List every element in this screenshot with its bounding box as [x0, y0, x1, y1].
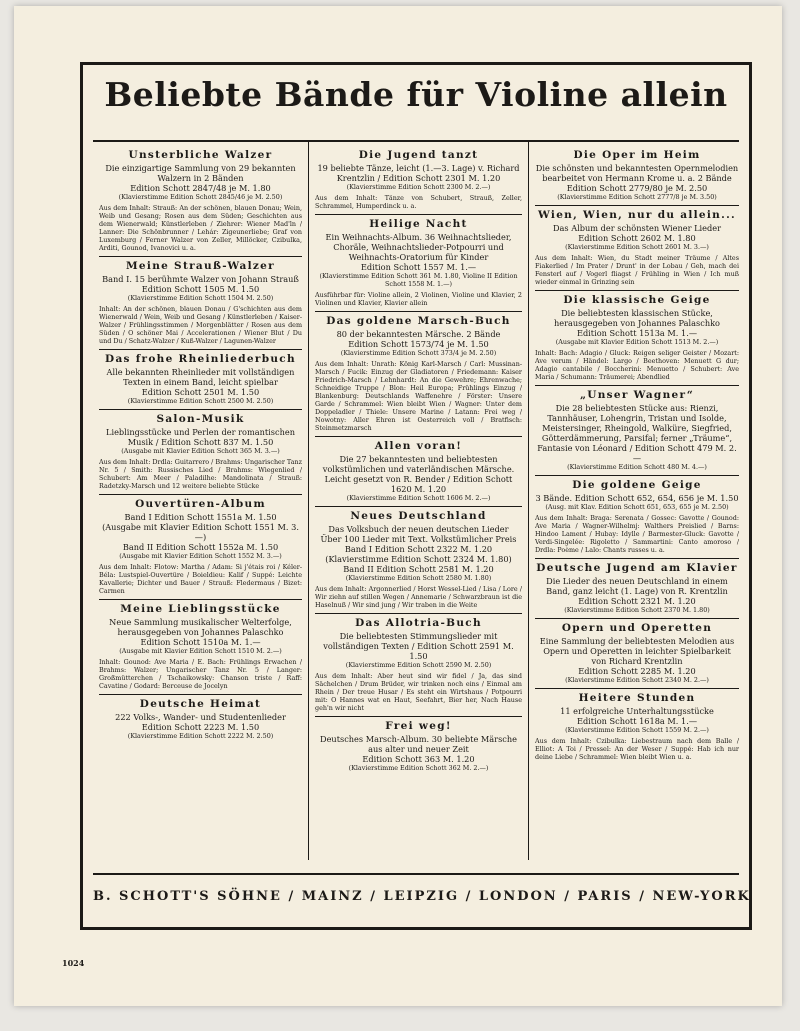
entry-piano-edition: (Klavierstimme Edition Schott 2340 M. 2.—): [565, 676, 709, 684]
entry-description: Die 27 bekanntesten und beliebtesten volkstümlichen und vaterländischen Märsche. Leicht gesetzt von R. Bender / Edition Schott 1620 M. 1.20: [322, 454, 515, 494]
catalog-entry: [535, 476, 739, 559]
entry-piano-edition: (Ausgabe mit Klavier Edition Schott 1552 M. 3.—): [119, 552, 282, 560]
catalog-entry: [99, 350, 302, 410]
catalog-entry: [535, 146, 739, 206]
entry-title: Neues Deutschland: [350, 510, 487, 522]
catalog-columns: [93, 140, 739, 860]
entry-contents: Ausführbar für: Violine allein, 2 Violinen, Violine und Klavier, 2 Violinen und Klavier, Klavier allein: [315, 291, 522, 307]
entry-description: 3 Bände. Edition Schott 652, 654, 656 je M. 1.50: [535, 493, 739, 503]
catalog-entry: [315, 717, 522, 776]
entry-piano-edition: (Ausgabe mit Klavier Edition Schott 365 M. 3.—): [121, 447, 280, 455]
entry-contents: Aus dem Inhalt: Strauß: An der schönen, blauen Donau; Wein, Weib und Gesang; Rosen aus dem Süden; Geschichten aus dem Wienerwald; Künstlerleben / Ziehrer: Wiener Mad'ln / Lanner: Die Schönbrunner / Lehár: Zigeunerliebe; Graf von Luxemburg / Ferner Walzer von Zeller, Millöcker, Czibulka, Arditi, Gounod, Ivanovici u. a.: [99, 204, 302, 252]
catalog-entry: [535, 206, 739, 291]
entry-title: Das Allotria-Buch: [355, 617, 482, 629]
entry-piano-edition: (Klavierstimme Edition Schott 2590 M. 2.50): [345, 661, 492, 669]
catalog-entry: [315, 312, 522, 437]
entry-description: Band I Edition Schott 1551a M. 1.50 (Ausgabe mit Klavier Edition Schott 1551 M. 3.—) Band II Edition Schott 1552a M. 1.50: [102, 512, 299, 552]
entry-title: Heilige Nacht: [369, 218, 468, 230]
catalog-entry: [535, 559, 739, 619]
advertisement-frame: [80, 62, 752, 930]
entry-description: Die beliebtesten Stimmungslieder mit vollständigen Texten / Edition Schott 2591 M. 1.50: [323, 631, 514, 661]
entry-contents: Aus dem Inhalt: Unrath: König Karl-Marsch / Carl: Mussinan-Marsch / Fucik: Einzug der Gladiatoren / Friedemann: Kaiser Friedrich-Marsch / Lehnhardt: An die Gewehre; Ehrenwache; Schneidige Truppe / Blon: Heil Europa; Frühlings Einzug / Blankenburg: Deutschlands Waffenehre / Förster: Unsere Garde / Schrammel: Wien bleibt Wien / Wagner: Unter dem Doppeladler / Thiele: Unsere Marine / Latann: Frei weg / Nowotny: Aller Ehren ist Oesterreich voll / Bratfisch: Steinmetzmarsch: [315, 360, 522, 432]
entry-piano-edition: (Ausgabe mit Klavier Edition Schott 1513 M. 2.—): [555, 338, 719, 346]
entry-contents: Aus dem Inhalt: Wien, du Stadt meiner Träume / Altes Fiakerlied / Im Prater / Drunt' in der Lobau / Geh, mach dei Fensterl auf / Vogerl fliagst / Frühling in Wien / Ich muß wieder einmal in Grinzing sein: [535, 254, 739, 286]
entry-title: Allen voran!: [374, 440, 463, 452]
entry-title: Meine Lieblingsstücke: [120, 603, 281, 615]
entry-contents: Aus dem Inhalt: Argonnerlied / Horst Wessel-Lied / Lisa / Lore / Wir ziehn auf stillen Wegen / Annemarie / Schwarzbraun ist die Haselnuß / Wir sind jung / Wir traben in die Weite: [315, 585, 522, 609]
entry-title: Wien, Wien, nur du allein...: [538, 209, 736, 221]
entry-title: Salon-Musik: [156, 413, 245, 425]
entry-description: Die 28 beliebtesten Stücke aus: Rienzi, Tannhäuser, Lohengrin, Tristan und Isolde, Meistersinger, Rheingold, Walküre, Siegfried, Götterdämmerung, Parsifal; ferner „Träume“, Fantasie von Léonard / Edition Schott 479 M. 2.—: [537, 403, 737, 463]
entry-title: Die Oper im Heim: [573, 149, 701, 161]
entry-piano-edition: (Klavierstimme Edition Schott 2845/46 je M. 2.50): [118, 193, 283, 201]
entry-piano-edition: (Klavierstimme Edition Schott 2300 M. 2.—): [346, 183, 491, 191]
entry-title: „Unser Wagner“: [579, 389, 695, 401]
page-sheet: [14, 6, 782, 1006]
entry-contents: Inhalt: An der schönen, blauen Donau / G'schichten aus dem Wienerwald / Wein, Weib und Gesang / Künstlerleben / Kaiser-Walzer / Frühlingsstimmen / Morgenblätter / Rosen aus dem Süden / O schöner Mai / Accelerationen / Wiener Blut / Du und Du / Schatz-Walzer / Kuß-Walzer / Lagunen-Walzer: [99, 305, 302, 345]
entry-description: Die Lieder des neuen Deutschland in einem Band, ganz leicht (1. Lage) von R. Krentzlin Edition Schott 2321 M. 1.20: [546, 576, 728, 606]
entry-title: Die goldene Geige: [572, 479, 702, 491]
catalog-entry: [315, 215, 522, 312]
entry-piano-edition: (Ausgabe mit Klavier Edition Schott 1510 M. 2.—): [119, 647, 282, 655]
entry-piano-edition: (Klavierstimme Edition Schott 480 M. 4.—): [567, 463, 707, 471]
entry-description: Das Volksbuch der neuen deutschen Lieder Über 100 Lieder mit Text. Volkstümlicher Preis Band I Edition Schott 2322 M. 1.20 (Klavierstimme Edition Schott 2324 M. 1.80) Band II Edition Schott 2581 M. 1.20: [320, 524, 517, 574]
catalog-entry: [315, 437, 522, 507]
entry-title: Ouvertüren-Album: [135, 498, 266, 510]
entry-description: Das Album der schönsten Wiener Lieder Edition Schott 2602 M. 1.80: [552, 223, 721, 243]
catalog-entry: [315, 507, 522, 614]
entry-title: Die klassische Geige: [563, 294, 711, 306]
column-middle: [309, 142, 529, 860]
entry-piano-edition: (Klavierstimme Edition Schott 361 M. 1.80, Violine II Edition Schott 1558 M. 1.—): [319, 272, 518, 288]
entry-contents: Aus dem Inhalt: Czibulka: Liebestraum nach dem Balle / Elliot: A Toi / Pressel: An der Weser / Suppé: Hab ich nur deine Liebe / Schrammel: Wien bleibt Wien u. a.: [535, 737, 739, 761]
entry-piano-edition: (Klavierstimme Edition Schott 2222 M. 2.50): [127, 732, 274, 740]
entry-piano-edition: (Klavierstimme Edition Schott 373/4 je M. 2.50): [340, 349, 497, 357]
entry-contents: Aus dem Inhalt: Tänze von Schubert, Strauß, Zeller, Schrammel, Humperdinck u. a.: [315, 194, 522, 210]
entry-title: Das goldene Marsch-Buch: [326, 315, 511, 327]
catalog-entry: [99, 600, 302, 695]
entry-description: Alle bekannten Rheinlieder mit vollständigen Texten in einem Band, leicht spielbar Edition Schott 2501 M. 1.50: [106, 367, 295, 397]
entry-description: Die einzigartige Sammlung von 29 bekannten Walzern in 2 Bänden Edition Schott 2847/48 je M. 1.80: [105, 163, 296, 193]
publisher-footer: B. SCHOTT'S SÖHNE / MAINZ / LEIPZIG / LONDON / PARIS / NEW-YORK: [93, 873, 739, 919]
catalog-entry: [99, 695, 302, 744]
entry-contents: Aus dem Inhalt: Flotow: Martha / Adam: Si j'étais roi / Kéler-Béla: Lustspiel-Ouvertüre / Boieldieu: Kalif / Suppé: Leichte Kavallerie; Dichter und Bauer / Strauß: Fledermaus / Bizet: Carmen: [99, 563, 302, 595]
entry-contents: Aus dem Inhalt: Aber heut sind wir fidel / Ja, das sind Sächelchen / Drum Brüder, wir trinken noch eins / Einmal am Rhein / Der treue Husar / Es steht ein Wirtshaus / Potpourri mit: O Hannes wat en Haut, Seefahrt, Bier her, Nach Hause geh'n wir nicht: [315, 672, 522, 712]
entry-title: Unsterbliche Walzer: [128, 149, 273, 161]
entry-piano-edition: (Klavierstimme Edition Schott 2777/8 je M. 3.50): [557, 193, 717, 201]
entry-contents: Inhalt: Gounod: Ave Maria / E. Bach: Frühlings Erwachen / Brahms: Walzer; Ungarischer Tanz Nr. 5 / Langer: Großmütterchen / Tschaikowsky: Chanson triste / Raff: Cavatine / Godard: Berceuse de Jocelyn: [99, 658, 302, 690]
entry-description: Band I. 15 berühmte Walzer von Johann Strauß Edition Schott 1505 M. 1.50: [102, 274, 299, 294]
entry-contents: Aus dem Inhalt: Drdla: Guitarrero / Brahms: Ungarischer Tanz Nr. 5 / Smith: Russisches Lied / Brahms: Wiegenlied / Schubert: Am Meer / Paladilhe: Mandolinata / Strauß: Radetzky-Marsch und 12 weitere beliebte Stücke: [99, 458, 302, 490]
entry-title: Deutsche Heimat: [139, 698, 262, 710]
page-number: 1024: [62, 958, 85, 968]
entry-title: Frei weg!: [385, 720, 452, 732]
entry-description: 11 erfolgreiche Unterhaltungsstücke Edition Schott 1618a M. 1.—: [560, 706, 714, 726]
catalog-entry: [99, 495, 302, 600]
entry-title: Opern und Operetten: [561, 622, 713, 634]
catalog-entry: [535, 619, 739, 689]
entry-description: 80 der bekanntesten Märsche. 2 Bände Edition Schott 1573/74 je M. 1.50: [336, 329, 501, 349]
entry-piano-edition: (Klavierstimme Edition Schott 362 M. 2.—): [348, 764, 489, 772]
entry-piano-edition: (Klavierstimme Edition Schott 2370 M. 1.80): [564, 606, 710, 614]
entry-piano-edition: (Klavierstimme Edition Schott 2580 M. 1.80): [345, 574, 492, 582]
entry-piano-edition: (Klavierstimme Edition Schott 1559 M. 2.—): [565, 726, 709, 734]
catalog-entry: [99, 146, 302, 257]
catalog-entry: [535, 291, 739, 386]
catalog-entry: [99, 257, 302, 350]
catalog-entry: [535, 689, 739, 765]
catalog-entry: [99, 410, 302, 495]
entry-description: Eine Sammlung der beliebtesten Melodien aus Opern und Operetten in leichter Spielbarkeit von Richard Krentzlin Edition Schott 2285 M. 1.20: [539, 636, 735, 676]
entry-description: Die beliebtesten klassischen Stücke, herausgegeben von Johannes Palaschko Edition Schott 1513a M. 1.—: [554, 308, 720, 338]
entry-description: Ein Weihnachts-Album. 36 Weihnachtslieder, Choräle, Weihnachtslieder-Potpourri und Weihnachts-Oratorium für Kinder Edition Schott 1557 M. 1.—: [325, 232, 512, 272]
entry-description: 222 Volks-, Wander- und Studentenlieder Edition Schott 2223 M. 1.50: [115, 712, 286, 732]
entry-piano-edition: (Klavierstimme Edition Schott 1504 M. 2.50): [127, 294, 274, 302]
entry-contents: Aus dem Inhalt: Braga: Serenata / Gossec: Gavotte / Gounod: Ave Maria / Wagner-Wilhelmj: Walthers Preislied / Barns: Hindoo Lament / Hubay: Idylle / Barmester-Gluck: Gavotte / Verdi-Singelée: Rigoletto / Sammartini: Canto amoroso / Drdla: Poème / Lalo: Chants russes u. a.: [535, 514, 739, 554]
page-title: Beliebte Bände für Violine allein: [104, 75, 728, 114]
entry-piano-edition: (Klavierstimme Edition Schott 2500 M. 2.50): [127, 397, 274, 405]
entry-title: Das frohe Rheinliederbuch: [105, 353, 296, 365]
column-right: [529, 142, 745, 860]
entry-piano-edition: (Klavierstimme Edition Schott 1606 M. 2.—): [346, 494, 491, 502]
entry-description: Lieblingsstücke und Perlen der romantischen Musik / Edition Schott 837 M. 1.50: [106, 427, 295, 447]
catalog-entry: [315, 146, 522, 215]
catalog-entry: [535, 386, 739, 476]
catalog-entry: [315, 614, 522, 717]
entry-title: Die Jugend tanzt: [358, 149, 479, 161]
entry-description: Deutsches Marsch-Album. 30 beliebte Märsche aus alter und neuer Zeit Edition Schott 363 M. 1.20: [320, 734, 517, 764]
column-left: [93, 142, 309, 860]
entry-contents: Inhalt: Bach: Adagio / Gluck: Reigen seliger Geister / Mozart: Ave verum / Händel: Largo / Beethoven: Menuett G dur; Adagio cantabile / Boccherini: Menuetto / Schubert: Ave Maria / Schumann: Träumerei; Abendlied: [535, 349, 739, 381]
entry-title: Meine Strauß-Walzer: [126, 260, 275, 272]
entry-description: Neue Sammlung musikalischer Welterfolge, herausgegeben von Johannes Palaschko Edition Schott 1510a M. 1.—: [109, 617, 292, 647]
entry-title: Deutsche Jugend am Klavier: [536, 562, 738, 574]
entry-description: Die schönsten und bekanntesten Opernmelodien bearbeitet von Hermann Krome u. a. 2 Bände Edition Schott 2779/80 je M. 2.50: [535, 163, 739, 193]
entry-description: 19 beliebte Tänze, leicht (1.—3. Lage) v. Richard Krentzlin / Edition Schott 2301 M. 1.20: [317, 163, 520, 183]
entry-title: Heitere Stunden: [578, 692, 696, 704]
entry-piano-edition: (Ausg. mit Klav. Edition Schott 651, 653, 655 je M. 2.50): [545, 503, 729, 511]
entry-piano-edition: (Klavierstimme Edition Schott 2601 M. 3.—): [565, 243, 709, 251]
